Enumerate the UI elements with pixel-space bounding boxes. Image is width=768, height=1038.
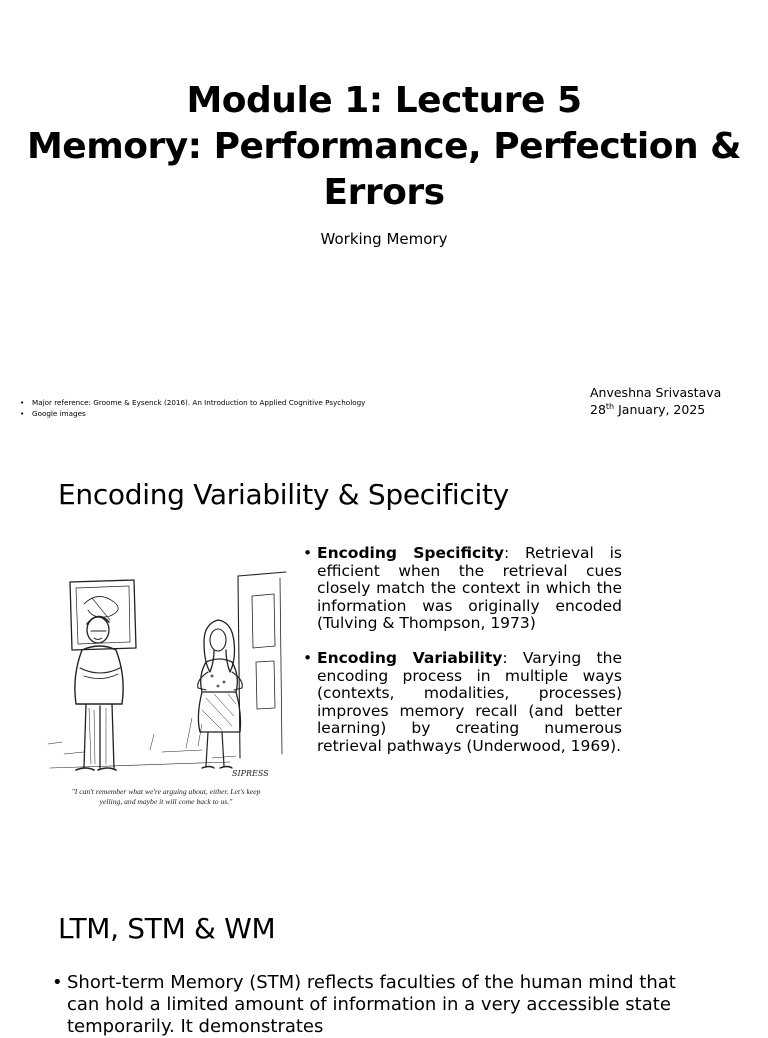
bullet-stm-definition: • Short-term Memory (STM) reflects faculties of the human mind that can hold a limited amount of information in a very accessible state temporarily. It demonstrates xyxy=(50,972,710,1038)
date-rest: January, 2025 xyxy=(614,402,706,417)
slide3-bullet-list xyxy=(50,972,710,1038)
date-suffix: th xyxy=(605,401,615,411)
slide2-bullet-list xyxy=(300,545,622,756)
slide1-author-block xyxy=(590,384,721,418)
presentation-date xyxy=(590,401,721,418)
date-day: 28 xyxy=(590,402,606,417)
bullet-term: Encoding Variability xyxy=(317,648,503,667)
slide1-title xyxy=(0,78,768,216)
cartoon-caption-line-2: yelling, and maybe it will come back to us." xyxy=(99,797,233,806)
bullet-term: Encoding Specificity xyxy=(317,544,504,562)
reference-item: • Google images xyxy=(20,408,365,419)
slide1-title-line-3: Errors xyxy=(323,172,445,213)
bullet-text: : Retrieval is efficient when the retrieval cues closely match the context in which the information was originally encoded (Tulving & Thompson, 1973) xyxy=(317,544,622,633)
arguing-couple-cartoon xyxy=(42,558,290,820)
slide3-title: LTM, STM & WM xyxy=(58,912,276,945)
cartoon-signature: SIPRESS xyxy=(232,769,269,778)
slide1-references xyxy=(20,397,365,419)
bullet-text: : Varying the encoding process in multiple ways (contexts, modalities, processes) improves memory recall (and better learning) by creating numerous retrieval pathways (Underwood, 1969). xyxy=(317,648,622,755)
reference-item: • Major reference: Groome & Eysenck (2016). An Introduction to Applied Cognitive Psychology xyxy=(20,397,365,408)
author-name: Anveshna Srivastava xyxy=(590,385,722,400)
slide1-title-line-1: Module 1: Lecture 5 xyxy=(186,80,582,121)
slide1-title-line-2: Memory: Performance, Perfection & xyxy=(26,126,742,167)
bullet-encoding-specificity xyxy=(300,545,622,633)
bullet-encoding-variability xyxy=(300,650,622,756)
slide2-title: Encoding Variability & Specificity xyxy=(58,478,509,511)
slide1-subtitle: Working Memory xyxy=(320,230,448,248)
cartoon-caption-line-1: "I can't remember what we're arguing about, either. Let's keep xyxy=(71,787,261,796)
